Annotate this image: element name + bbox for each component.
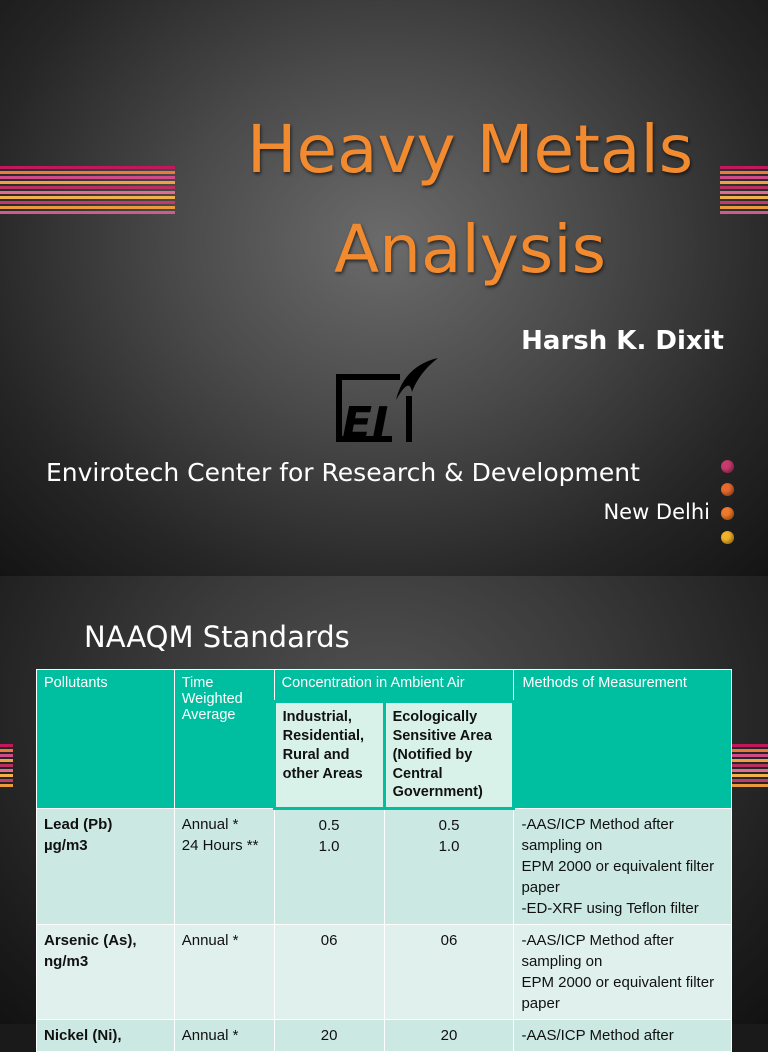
cell-line: Annual *: [181, 816, 239, 834]
cell-line: 0.5: [438, 817, 460, 835]
cell-line: 0.5: [318, 817, 340, 835]
slide-heading: NAAQM Standards: [84, 620, 350, 654]
cell-industrial-value: [274, 1020, 384, 1052]
cell-methods: [514, 809, 732, 925]
standards-table: [36, 669, 732, 1052]
cell-line: 24 Hours **: [181, 837, 259, 855]
cell-ecological-value: [384, 809, 514, 925]
bullet-dot-icon: [721, 483, 734, 496]
header-pollutants: Pollutants: [37, 670, 175, 809]
cell-industrial-value: [274, 809, 384, 925]
cell-methods: [514, 1020, 732, 1052]
cell-line: Lead (Pb): [44, 816, 113, 834]
cell-line: 06: [440, 932, 458, 950]
left-decorative-stripes: [0, 744, 13, 794]
cell-line: -ED-XRF using Teflon filter: [521, 900, 699, 918]
cell-line: EPM 2000 or equivalent filter paper: [521, 858, 715, 897]
cell-line: 1.0: [438, 838, 460, 856]
header-ecological-areas: Ecologically Sensitive Area (Notified by Central Government): [384, 702, 514, 809]
cell-time-weighted-average: [174, 1020, 274, 1052]
title-line-2: Analysis: [334, 211, 606, 289]
bullet-dot-icon: [721, 460, 734, 473]
table-row: [37, 1020, 732, 1052]
cell-pollutant: [37, 925, 175, 1020]
cell-line: Arsenic (As),: [44, 932, 137, 950]
cell-time-weighted-average: [174, 925, 274, 1020]
cell-line: ng/m3: [44, 953, 89, 971]
header-methods: Methods of Measurement: [514, 670, 732, 809]
cell-line: 06: [320, 932, 338, 950]
cell-line: 20: [320, 1027, 338, 1045]
table-row: [37, 809, 732, 925]
table-row: [37, 925, 732, 1020]
cell-ecological-value: [384, 925, 514, 1020]
cell-ecological-value: [384, 1020, 514, 1052]
bullet-dot-icon: [721, 507, 734, 520]
cell-industrial-value: [274, 925, 384, 1020]
header-industrial-areas: Industrial, Residential, Rural and other Areas: [274, 702, 384, 809]
cell-methods: [514, 925, 732, 1020]
bullet-dot-icon: [721, 531, 734, 544]
cell-line: 1.0: [318, 838, 340, 856]
header-time-weighted-average: Time Weighted Average: [174, 670, 274, 809]
cell-line: -AAS/ICP Method after sampling on: [521, 932, 674, 971]
left-decorative-stripes: [0, 166, 175, 216]
cell-time-weighted-average: [174, 809, 274, 925]
slide-title: [190, 100, 750, 301]
cell-line: Annual *: [181, 932, 239, 950]
right-decorative-stripes: [732, 744, 768, 794]
cell-line: -AAS/ICP Method after sampling on: [521, 816, 674, 855]
cell-pollutant: [37, 1020, 175, 1052]
header-concentration: Concentration in Ambient Air: [274, 670, 514, 702]
cell-line: EPM 2000 or equivalent filter paper: [521, 974, 715, 1013]
organization-name: Envirotech Center for Research & Development: [46, 458, 640, 487]
cell-line: Annual *: [181, 1027, 239, 1045]
city-name: New Delhi: [603, 500, 710, 524]
author-name: Harsh K. Dixit: [521, 326, 724, 356]
cell-line: Nickel (Ni),: [44, 1027, 122, 1045]
cell-pollutant: [37, 809, 175, 925]
svg-text:EI: EI: [342, 398, 389, 446]
ei-logo-icon: [332, 356, 442, 446]
title-line-1: Heavy Metals: [246, 111, 694, 188]
cell-line: 20: [440, 1027, 458, 1045]
cell-line: -AAS/ICP Method after: [521, 1027, 674, 1045]
cell-line: µg/m3: [44, 837, 88, 855]
